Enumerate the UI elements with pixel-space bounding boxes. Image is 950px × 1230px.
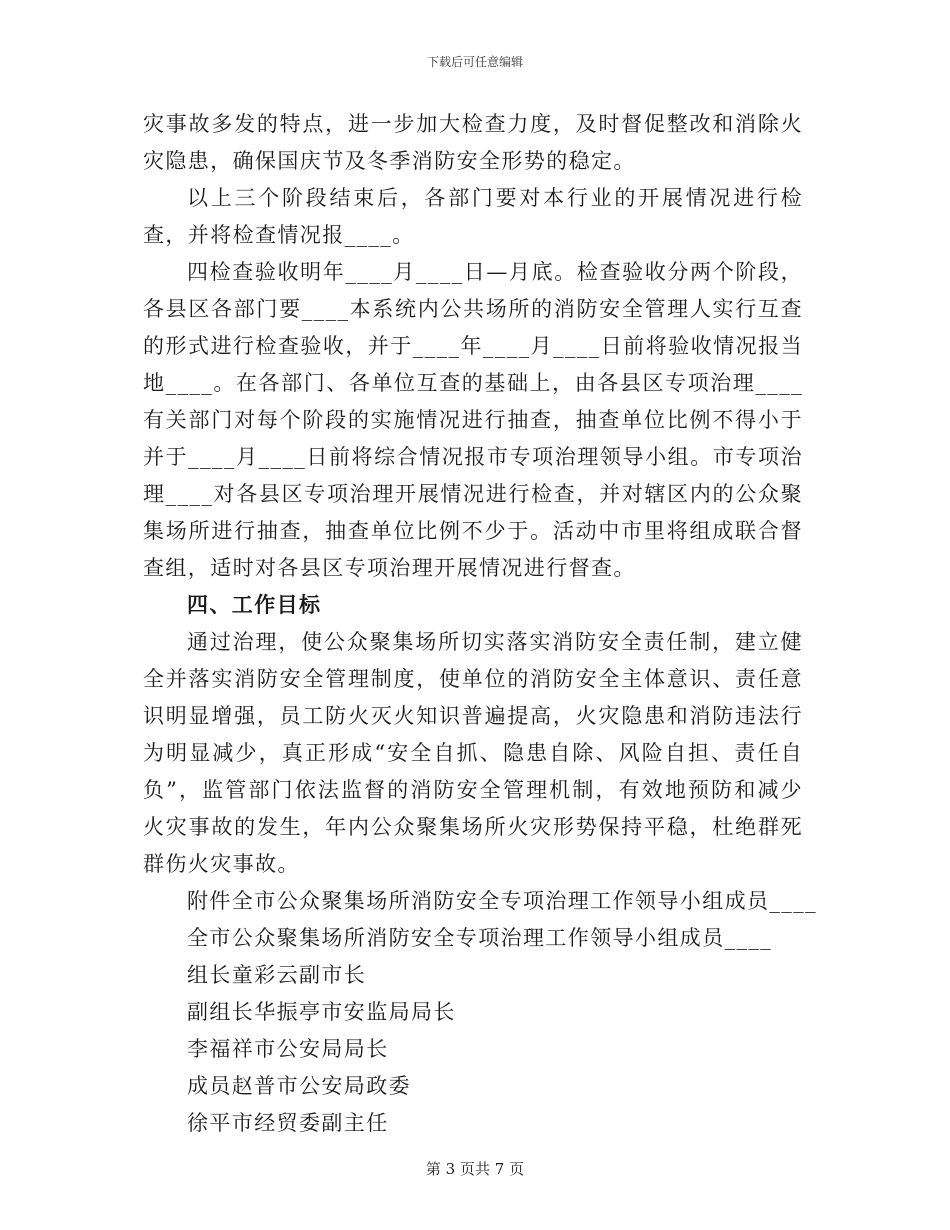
paragraph-work-goals: 通过治理，使公众聚集场所切实落实消防安全责任制，建立健全并落实消防安全管理制度，使单位的消防安全主体意识、责任意识明显增强，员工防火灭火知识普遍提高，火灾隐患和消防违法行为明显减少，真正形成“安全自抓、隐患自除、风险自担、责任自负”，监管部门依法监督的消防安全管理机制，有效地预防和减少火灾事故的发生，年内公众聚集场所火灾形势保持平稳，杜绝群死群伤火灾事故。	[143, 630, 803, 876]
member-police-chief: 李福祥市公安局局长	[187, 1037, 389, 1061]
page-number: 第 3 页共 7 页	[425, 1160, 525, 1178]
paragraph-inspection-acceptance: 四检查验收明年____月____日—月底。检查验收分两个阶段，各县区各部门要____本系统内公共场所的消防安全管理人实行互查的形式进行检查验收，并于____年____月____日前将验收情况报当地____。在各部门、各单位互查的基础上，由各县区专项治理____有关部门对每个阶段的实施情况进行抽查，抽查单位比例不得小于并于____月____日前将综合情况报市专项治理领导小组。市专项治理____对各县区专项治理开展情况进行检查，并对辖区内的公众聚集场所进行抽查，抽查单位比例不少于。活动中市里将组成联合督查组，适时对各县区专项治理开展情况进行督查。	[143, 260, 803, 580]
member-police-commissar: 成员赵普市公安局政委	[187, 1074, 411, 1098]
page-header-note: 下载后可任意编辑	[426, 55, 523, 69]
committee-members-title: 全市公众聚集场所消防安全专项治理工作领导小组成员____	[187, 926, 773, 950]
member-leader: 组长童彩云副市长	[187, 963, 367, 987]
member-economic-deputy: 徐平市经贸委副主任	[187, 1111, 389, 1135]
paragraph-stage-summary: 以上三个阶段结束后，各部门要对本行业的开展情况进行检查，并将检查情况报____。	[143, 186, 803, 247]
document-body	[143, 106, 817, 1142]
attachment-line: 附件全市公众聚集场所消防安全专项治理工作领导小组成员____	[187, 889, 817, 913]
member-deputy-leader: 副组长华振亭市安监局局长	[187, 1000, 456, 1024]
section-heading-work-goals: 四、工作目标	[187, 593, 322, 617]
paragraph-fire-accidents: 灾事故多发的特点，进一步加大检查力度，及时督促整改和消除火灾隐患，确保国庆节及冬季消防安全形势的稳定。	[143, 112, 803, 173]
